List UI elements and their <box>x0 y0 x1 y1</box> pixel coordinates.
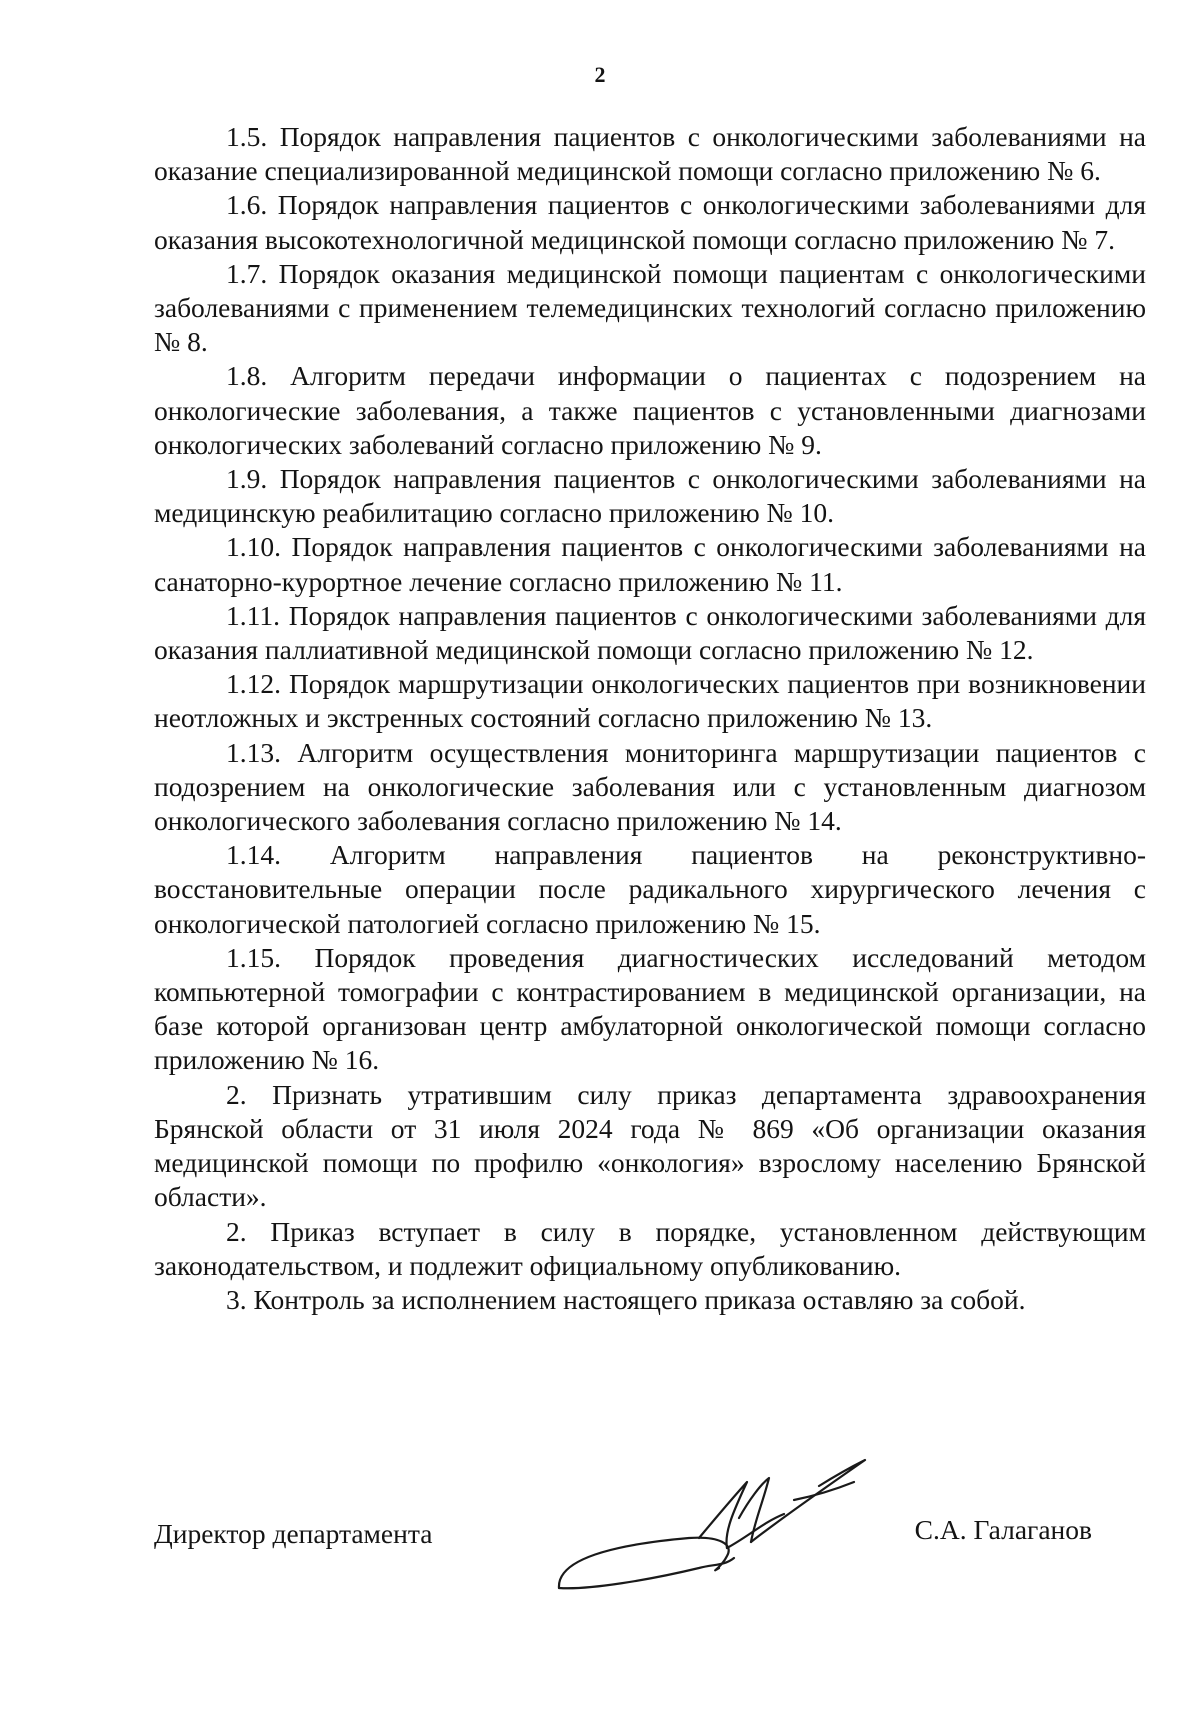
paragraph-1-11: 1.11. Порядок направления пациентов с онкологическими заболеваниями для оказания паллиативной медицинской помощи согласно приложению № 12. <box>154 599 1146 666</box>
handwritten-signature <box>549 1440 889 1610</box>
paragraph-2-repeal: 2. Признать утратившим силу приказ департамента здравоохранения Брянской области от 31 июля 2024 года № 869 «Об организации оказания медицинской помощи по профилю «онкология» взрослому населению Брянской области». <box>154 1078 1146 1213</box>
paragraph-1-13: 1.13. Алгоритм осуществления мониторинга маршрутизации пациентов с подозрением на онкологические заболевания или с установленным диагнозом онкологического заболевания согласно приложению № 14. <box>154 736 1146 837</box>
paragraph-1-6: 1.6. Порядок направления пациентов с онкологическими заболеваниями для оказания высокотехнологичной медицинской помощи согласно приложению № 7. <box>154 189 1146 255</box>
paragraph-1-15: 1.15. Порядок проведения диагностических исследований методом компьютерной томографии с контрастированием в медицинской организации, на базе которой организован центр амбулаторной онкологической помощи согласно приложению № 16. <box>154 941 1146 1076</box>
signature-block <box>154 1440 1146 1610</box>
page-number: 2 <box>594 62 606 87</box>
paragraph-2-effect: 2. Приказ вступает в силу в порядке, установленном действующим законодательством, и подлежит официальному опубликованию. <box>154 1215 1146 1281</box>
paragraph-1-7: 1.7. Порядок оказания медицинской помощи пациентам с онкологическими заболеваниями с применением телемедицинских технологий согласно приложению № 8. <box>154 257 1146 358</box>
paragraph-1-8: 1.8. Алгоритм передачи информации о пациентах с подозрением на онкологические заболевания, а также пациентов с установленными диагнозами онкологических заболеваний согласно приложению № 9. <box>154 360 1146 460</box>
paragraph-1-12: 1.12. Порядок маршрутизации онкологических пациентов при возникновении неотложных и экстренных состояний согласно приложению № 13. <box>154 668 1146 734</box>
document-body <box>154 120 1146 1317</box>
paragraph-1-9: 1.9. Порядок направления пациентов с онкологическими заболеваниями на медицинскую реабилитацию согласно приложению № 10. <box>154 463 1146 529</box>
paragraph-1-14: 1.14. Алгоритм направления пациентов на реконструктивно-восстановительные операции после радикального хирургического лечения с онкологической патологией согласно приложению № 15. <box>154 839 1146 939</box>
paragraph-1-5: 1.5. Порядок направления пациентов с онкологическими заболеваниями на оказание специализированной медицинской помощи согласно приложению № 6. <box>154 121 1146 187</box>
paragraph-1-10: 1.10. Порядок направления пациентов с онкологическими заболеваниями на санаторно-курортное лечение согласно приложению № 11. <box>154 531 1146 597</box>
paragraph-3-control: 3. Контроль за исполнением настоящего приказа оставляю за собой. <box>226 1283 1026 1315</box>
signatory-title: Директор департамента <box>154 1518 433 1549</box>
signatory-name: С.А. Галаганов <box>914 1514 1092 1545</box>
